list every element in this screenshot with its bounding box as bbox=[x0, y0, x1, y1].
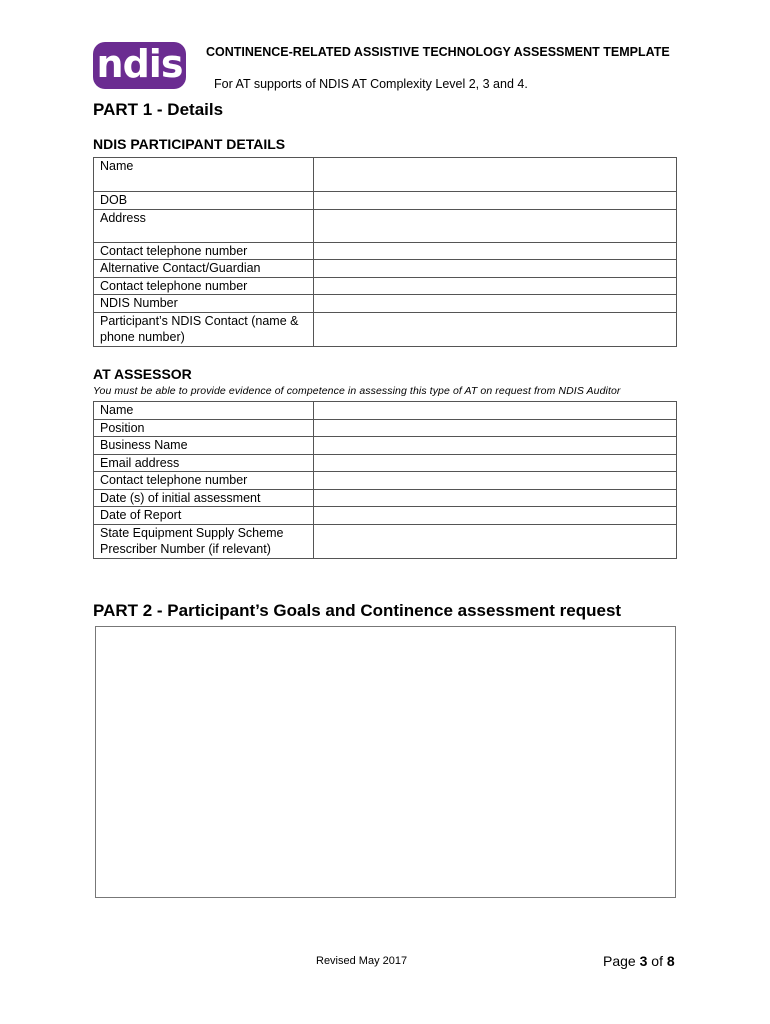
participant-phone-field[interactable] bbox=[314, 242, 677, 260]
field-label: Participant’s NDIS Contact (name & phone number) bbox=[94, 312, 314, 346]
table-row bbox=[94, 260, 677, 278]
part1-heading: PART 1 - Details bbox=[93, 100, 224, 119]
table-row bbox=[94, 489, 677, 507]
document-subtitle: For AT supports of NDIS AT Complexity Level 2, 3 and 4. bbox=[214, 77, 528, 91]
table-row bbox=[94, 454, 677, 472]
page-number bbox=[603, 953, 675, 969]
assessor-position-field[interactable] bbox=[314, 419, 677, 437]
field-label: Contact telephone number bbox=[94, 277, 314, 295]
table-row bbox=[94, 402, 677, 420]
logo-text: ndis bbox=[96, 42, 183, 86]
table-row bbox=[94, 419, 677, 437]
participant-address-field[interactable] bbox=[314, 209, 677, 242]
table-row bbox=[94, 507, 677, 525]
page-current: 3 bbox=[639, 953, 648, 969]
field-label: Alternative Contact/Guardian bbox=[94, 260, 314, 278]
email-address-field[interactable] bbox=[314, 454, 677, 472]
ndis-number-field[interactable] bbox=[314, 295, 677, 313]
at-assessor-heading: AT ASSESSOR bbox=[93, 366, 192, 382]
document-title: CONTINENCE-RELATED ASSISTIVE TECHNOLOGY ASSESSMENT TEMPLATE bbox=[206, 45, 670, 59]
alternative-contact-field[interactable] bbox=[314, 260, 677, 278]
assessor-note: You must be able to provide evidence of competence in assessing this type of AT on request from NDIS Auditor bbox=[93, 385, 621, 397]
field-label: Contact telephone number bbox=[94, 472, 314, 490]
field-label: NDIS Number bbox=[94, 295, 314, 313]
field-label: Date (s) of initial assessment bbox=[94, 489, 314, 507]
at-assessor-table bbox=[93, 401, 677, 559]
participant-details-table bbox=[93, 157, 677, 347]
table-row bbox=[94, 472, 677, 490]
table-row bbox=[94, 295, 677, 313]
assessor-name-field[interactable] bbox=[314, 402, 677, 420]
ndis-logo bbox=[93, 42, 186, 89]
ndis-contact-field[interactable] bbox=[314, 312, 677, 346]
part2-heading: PART 2 - Participant’s Goals and Continence assessment request bbox=[93, 601, 622, 620]
field-label: DOB bbox=[94, 192, 314, 210]
table-row bbox=[94, 524, 677, 558]
table-row bbox=[94, 312, 677, 346]
table-row bbox=[94, 158, 677, 192]
participant-details-heading: NDIS PARTICIPANT DETAILS bbox=[93, 136, 286, 152]
table-row bbox=[94, 277, 677, 295]
field-label: Name bbox=[94, 402, 314, 420]
field-label: Position bbox=[94, 419, 314, 437]
business-name-field[interactable] bbox=[314, 437, 677, 455]
table-row bbox=[94, 192, 677, 210]
assessor-phone-field[interactable] bbox=[314, 472, 677, 490]
goals-text-box[interactable] bbox=[95, 626, 676, 898]
participant-name-field[interactable] bbox=[314, 158, 677, 192]
table-row bbox=[94, 242, 677, 260]
participant-dob-field[interactable] bbox=[314, 192, 677, 210]
alternative-contact-phone-field[interactable] bbox=[314, 277, 677, 295]
field-label: Date of Report bbox=[94, 507, 314, 525]
prescriber-number-field[interactable] bbox=[314, 524, 677, 558]
field-label: Email address bbox=[94, 454, 314, 472]
report-date-field[interactable] bbox=[314, 507, 677, 525]
field-label: Contact telephone number bbox=[94, 242, 314, 260]
revision-date: Revised May 2017 bbox=[316, 955, 408, 967]
page-total: 8 bbox=[666, 953, 675, 969]
field-label: Business Name bbox=[94, 437, 314, 455]
table-row bbox=[94, 209, 677, 242]
initial-assessment-date-field[interactable] bbox=[314, 489, 677, 507]
page-word: Page bbox=[603, 953, 636, 969]
field-label: State Equipment Supply Scheme Prescriber Number (if relevant) bbox=[94, 524, 314, 558]
field-label: Name bbox=[94, 158, 314, 192]
field-label: Address bbox=[94, 209, 314, 242]
page-of: of bbox=[651, 953, 663, 969]
table-row bbox=[94, 437, 677, 455]
